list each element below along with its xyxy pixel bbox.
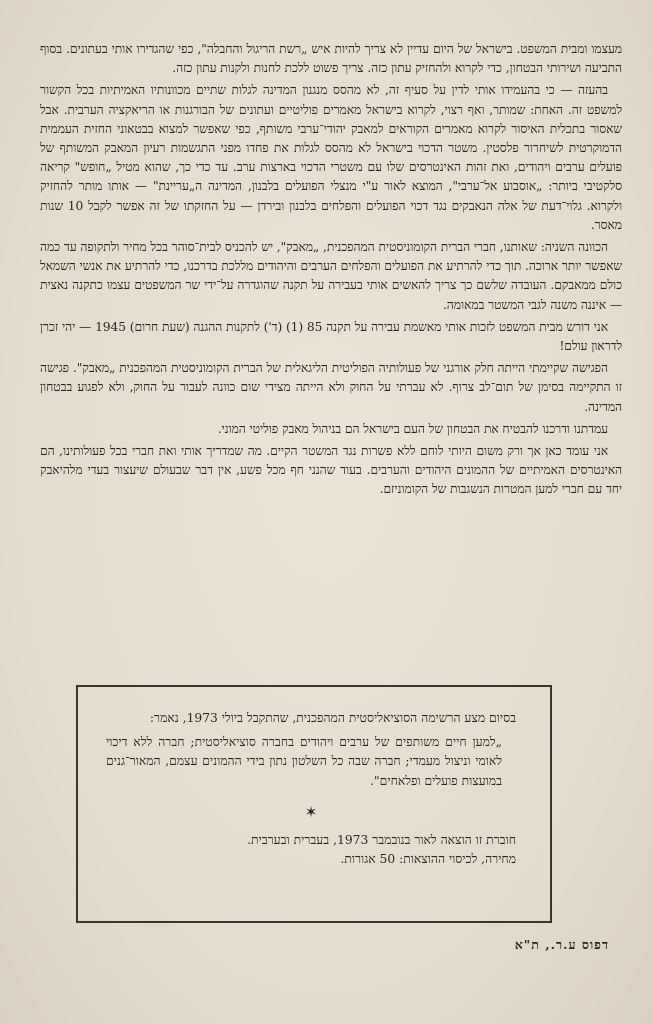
price-note: מחירה, לכיסוי ההוצאות: 50 אגורות.: [340, 852, 516, 866]
platform-quote-box: [76, 685, 552, 923]
paragraph: בהעזה — כי בהעמידו אותי לדין על סעיף זה, לא מהסס מנגנון המדינה לגלות שתיים מכוונותיו האמיתיות בכל הקשור למשפט זה. האחת: שמותר, ואף רצוי, לקרוא בישראל מאמרים פוליטיים ועתונים של הבורגנות או הריאקציה הערבית. אבל שאסור בתכלית האיסור לקרוא מאמרים הקוראים למאבק יהודי־ערבי משותף, כפי שאפשר למצוא בבטאוני החזית העממית הדמוקרטית לשיחרור פלסטין. משטר הדכוי בישראל לא מהסס לגלות את פחדו מפני התגשמות רעיון המאבק המשותף של פועלים ערבים ויהודים, ואת זהות האינטרסים שלו עם משטרי הדכוי בארצות ערב. עד כדי כך, שהוא מטיל „חופש" קריאה סלקטיבי ביותר: „אוסבוע אל־ערבי", המוצא לאור ע"י מנצלי הפועלים בלבנון, המדינה ה„עריינת" — אותו מותר להחזיק ולקרוא. גלוי־דעת של אלה הנאבקים נגד דכוי הפועלים והפלחים בלבנון ובירדן — על החזקתו של זה אפשר לקבל 10 שנות מאסר.: [40, 83, 622, 232]
paragraph: אני עומד כאן אך ורק משום היותי לוחם ללא פשרות נגד המשטר הקיים. מה שמדריך אותי ואת חברי בכל פעולותינו, הם האינטרסים האמיתיים של ההמונים היהודים והערבים. בעוד שהנני חף מכל פשע, אין דבר שבעולם שיעצור בעדי מלהיאבק יחד עם חברי למען המטרות הנשגבות של הקומוניזם.: [40, 444, 622, 497]
paragraph: הפגישה שקיימתי הייתה חלק אורגני של פעולותיה הפוליטית הליגאלית של הברית הקומוניסטית המהפכנית „מאבק". פגישה זו התקיימה בסימן של תום־לב צרוף. לא עברתי על החוק ולא הייתה מצידי שום כוונה לעבור על החוק, ולא לפגוע בבטחון המדינה.: [40, 361, 622, 414]
paragraph: הכוונה השניה: שאותנו, חברי הברית הקומוניסטית המהפכנית, „מאבק", יש להכניס לבית־סוהר בכל מחיר ולתקופה עד כמה שאפשר יותר ארוכה. תוך כדי להרתיע את הפועלים והפלחים הערבים והיהודים מללכת בדרכנו, כדי להרתיע את אנשי השמאל כולם ממאבקם. העובדה שלשם כך צריך להאשים אותי בעבירה על תקנה שהוגדרה על־ידי שר המשפטים עצמו כתקנה נאצית — איננה משנה לגבי המשטר במאומה.: [40, 240, 622, 312]
printer-imprint: דפוס ע.ר., ת"א: [514, 937, 609, 952]
box-intro: בסיום מצע הרשימה הסוציאליסטית המהפכנית, שהתקבל ביולי 1973, נאמר:: [149, 711, 516, 725]
publication-note: חוברת זו הוצאה לאור בנובמבר 1973, בעברית ובערבית.: [247, 832, 516, 847]
box-quote: „למען חיים משותפים של ערבים ויהודים בחברה סוציאליסטית; חברה ללא דיכוי לאומי וניצול מעמדי; חברה שבה כל השלטון נתון בידי ההמונים עצמם, המאור־גנים במועצות פועלים ופלאחים".: [106, 734, 502, 788]
paragraph: עמדתנו ודרכנו להבטיח את הבטחון של העם בישראל הם בניהול מאבק פוליטי המוני.: [217, 421, 608, 436]
body-text: [40, 40, 622, 503]
star-icon: ✶: [304, 803, 318, 821]
paragraph: אני דורש מבית המשפט לזכות אותי מאשמת עבירה על תקנה 85 (1) (ד') לתקנות ההגנה (שעת חרום) 1945 — יהי זכרן לדראון עולם!: [40, 319, 622, 354]
paragraph: מעצמו ומבית המשפט. בישראל של היום עדיין לא צריך להיות איש „רשת הריגול והחבלה", כפי שהגדירו אותי בעתונים. בסוף התביעה ושירותי הבטחון, כדי לקרוא ולהחזיק עתון כזה. צריך פשוט ללכת לחנות ולקנות עתון כזה.: [40, 42, 622, 76]
